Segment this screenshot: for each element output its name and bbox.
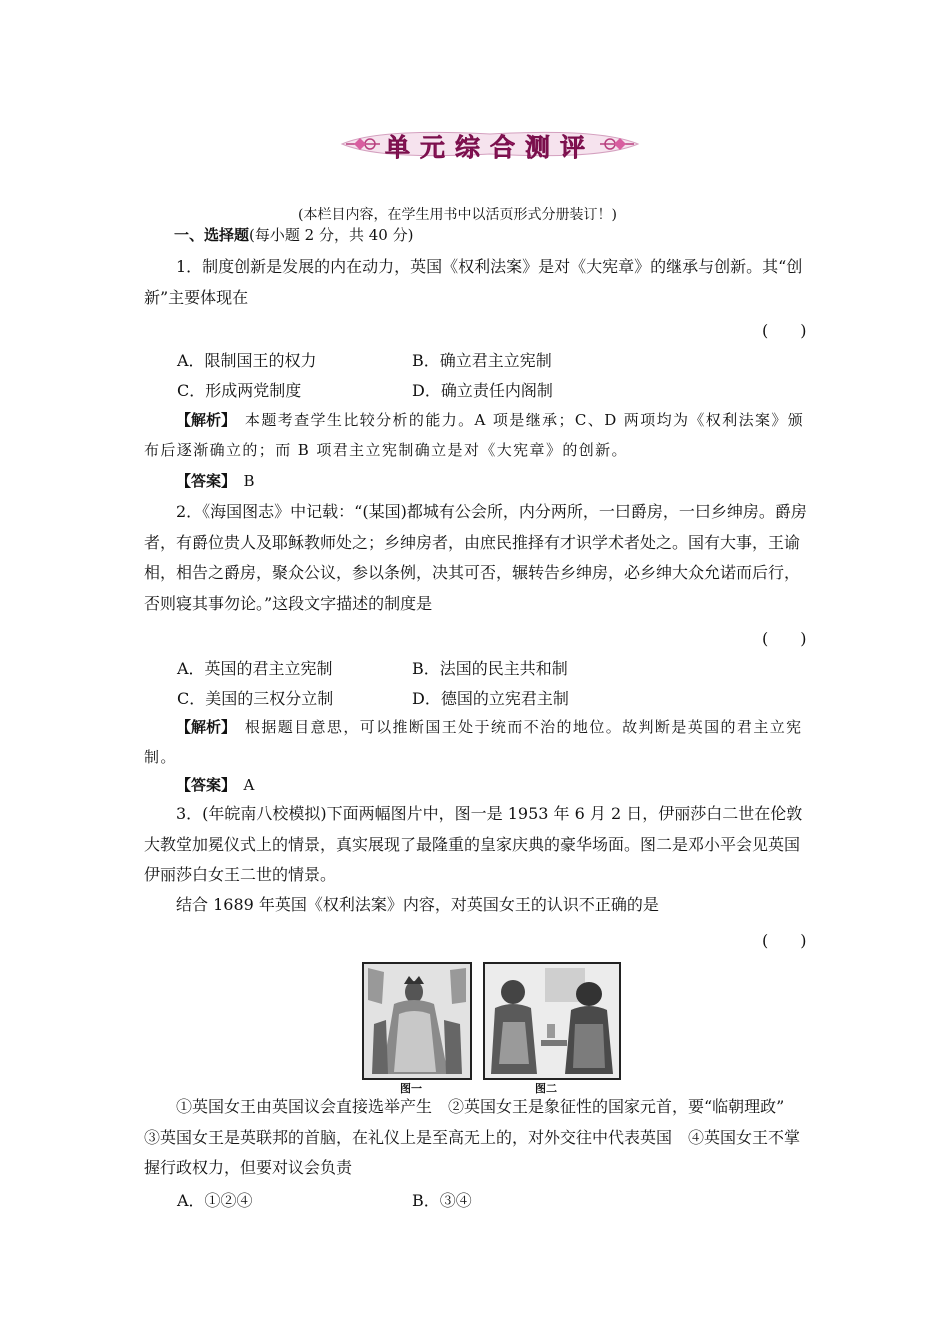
answer-tag: 【答案】: [176, 776, 229, 794]
question-2-answer: [176, 774, 254, 795]
question-2-answer-blank: ( ): [762, 629, 807, 648]
question-1-answer: [176, 470, 255, 491]
question-1-stem: 1．制度创新是发展的内在动力，英国《权利法案》是对《大宪章》的继承与创新。其“创新”主要体现在: [144, 257, 803, 307]
question-3-option-b: B．③④: [412, 1191, 472, 1210]
answer-tag: 【答案】: [176, 472, 229, 490]
question-1-option-b: B．确立君主立宪制: [412, 351, 552, 370]
answer-value: A: [243, 776, 255, 794]
question-2-option-d: D．德国的立宪君主制: [412, 689, 569, 708]
question-3-stem: 3．(年皖南八校模拟)下面两幅图片中，图一是 1953 年 6 月 2 日，伊丽莎白二世在伦敦大教堂加冕仪式上的情景，真实展现了最隆重的皇家庆典的豪华场面。图二是邓小平会见英国伊丽莎白女王二世的情景。: [144, 804, 803, 884]
question-3-statements: ①英国女王由英国议会直接选举产生 ②英国女王是象征性的国家元首，要“临朝理政” ③英国女王是英联邦的首脑，在礼仪上是至高无上的，对外交往中代表英国 ④英国女王不掌握行政权力，但要对议会负责: [144, 1097, 801, 1177]
section-desc: (每小题 2 分，共 40 分): [249, 226, 414, 244]
analysis-tag: 【解析】: [176, 411, 229, 429]
section-heading: [174, 224, 413, 245]
question-1-answer-blank: ( ): [762, 321, 807, 340]
answer-value: B: [243, 472, 255, 490]
question-1-analysis: [144, 405, 810, 465]
question-3-option-a: A．①②④: [177, 1191, 253, 1210]
figure-2-meeting-photo: [483, 962, 621, 1080]
section-title: 一、选择题: [174, 226, 250, 244]
figure-1-caption: 图一: [400, 1082, 422, 1095]
question-1-option-a: A．限制国王的权力: [177, 351, 317, 370]
figure-2-caption: 图二: [535, 1082, 557, 1095]
banner-title: 单元综合测评: [385, 133, 596, 162]
binding-note: (本栏目内容，在学生用书中以活页形式分册装订！): [298, 207, 617, 223]
question-2-option-b: B．法国的民主共和制: [412, 659, 568, 678]
question-2-stem: 2．《海国图志》中记载：“(某国)都城有公会所，内分两所，一曰爵房，一曰乡绅房。爵房者，有爵位贵人及耶稣教师处之；乡绅房者，由庶民推择有才识学术者处之。国有大事，王谕相，相告之爵房，聚众公议，参以条例，决其可否，辗转告乡绅房，必乡绅大众允诺而后行，否则寝其事勿论。”这段文字描述的制度是: [144, 502, 807, 613]
question-2-option-c: C．美国的三权分立制: [177, 689, 334, 708]
question-1-option-d: D．确立责任内阁制: [412, 381, 553, 400]
question-2-analysis: [144, 712, 810, 772]
unit-test-banner: [340, 122, 640, 166]
question-2-option-a: A．英国的君主立宪制: [177, 659, 333, 678]
question-1-option-c: C．形成两党制度: [177, 381, 302, 400]
analysis-tag: 【解析】: [176, 718, 229, 736]
analysis-text: 根据题目意思，可以推断国王处于统而不治的地位。故判断是英国的君主立宪制。: [144, 718, 803, 766]
figure-1-coronation-photo: [362, 962, 472, 1080]
question-3-stem-2: 结合 1689 年英国《权利法案》内容，对英国女王的认识不正确的是: [176, 895, 659, 914]
analysis-text: 本题考查学生比较分析的能力。A 项是继承；C、D 两项均为《权利法案》颁布后逐渐确立的；而 B 项君主立宪制确立是对《大宪章》的创新。: [144, 411, 805, 459]
question-3-answer-blank: ( ): [762, 931, 807, 950]
